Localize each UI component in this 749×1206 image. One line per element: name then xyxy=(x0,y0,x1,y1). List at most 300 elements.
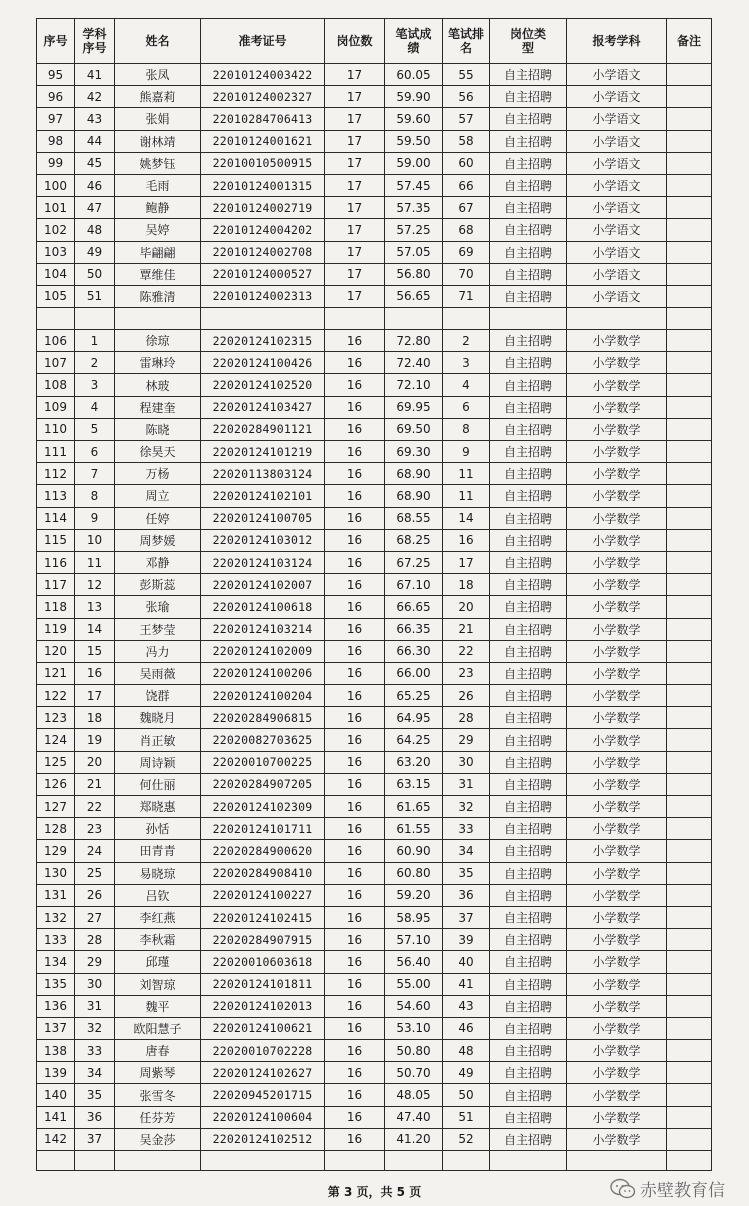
cell-seq: 126 xyxy=(37,773,75,795)
cell-subject: 小学数学 xyxy=(567,485,667,507)
table-row xyxy=(37,241,712,263)
cell-written-rank: 29 xyxy=(443,729,490,751)
table-row xyxy=(37,285,712,307)
cell-seq: 131 xyxy=(37,884,75,906)
cell-remarks xyxy=(667,906,712,928)
cell-exam-id: 22020124102315 xyxy=(201,330,325,352)
cell-exam-id: 22020284906815 xyxy=(201,707,325,729)
cell-subject-seq: 31 xyxy=(75,995,115,1017)
cell-positions xyxy=(325,308,385,330)
cell-subject: 小学数学 xyxy=(567,662,667,684)
table-row xyxy=(37,862,712,884)
table-row xyxy=(37,197,712,219)
cell-position-type: 自主招聘 xyxy=(490,263,567,285)
table-row xyxy=(37,796,712,818)
cell-exam-id: 22010124004202 xyxy=(201,219,325,241)
cell-exam-id: 22020124100426 xyxy=(201,352,325,374)
cell-subject: 小学数学 xyxy=(567,884,667,906)
cell-position-type xyxy=(490,1151,567,1171)
cell-written-score: 59.60 xyxy=(385,108,443,130)
cell-written-rank: 40 xyxy=(443,951,490,973)
cell-subject-seq: 5 xyxy=(75,418,115,440)
cell-position-type: 自主招聘 xyxy=(490,1017,567,1039)
table-row xyxy=(37,1106,712,1128)
cell-positions: 17 xyxy=(325,174,385,196)
cell-seq: 106 xyxy=(37,330,75,352)
cell-written-rank: 17 xyxy=(443,551,490,573)
table-row xyxy=(37,1062,712,1084)
cell-position-type: 自主招聘 xyxy=(490,1040,567,1062)
cell-written-rank: 67 xyxy=(443,197,490,219)
cell-exam-id: 22020124102309 xyxy=(201,796,325,818)
cell-remarks xyxy=(667,729,712,751)
cell-remarks xyxy=(667,1084,712,1106)
cell-subject-seq: 7 xyxy=(75,463,115,485)
cell-subject-seq: 28 xyxy=(75,929,115,951)
cell-subject: 小学数学 xyxy=(567,418,667,440)
table-row xyxy=(37,263,712,285)
cell-subject-seq: 41 xyxy=(75,64,115,86)
table-row xyxy=(37,330,712,352)
cell-written-rank: 3 xyxy=(443,352,490,374)
cell-written-rank: 41 xyxy=(443,973,490,995)
cell-exam-id: 22020124102009 xyxy=(201,640,325,662)
cell-position-type: 自主招聘 xyxy=(490,596,567,618)
cell-exam-id: 22020284901121 xyxy=(201,418,325,440)
cell-exam-id: 22020945201715 xyxy=(201,1084,325,1106)
cell-written-rank: 50 xyxy=(443,1084,490,1106)
cell-written-score: 59.00 xyxy=(385,152,443,174)
cell-positions: 17 xyxy=(325,108,385,130)
cell-remarks xyxy=(667,441,712,463)
table-row xyxy=(37,840,712,862)
cell-exam-id: 22010124002708 xyxy=(201,241,325,263)
cell-written-score: 55.00 xyxy=(385,973,443,995)
cell-position-type: 自主招聘 xyxy=(490,152,567,174)
cell-exam-id: 22010010500915 xyxy=(201,152,325,174)
cell-positions: 16 xyxy=(325,951,385,973)
cell-name: 周紫琴 xyxy=(115,1062,201,1084)
cell-positions: 16 xyxy=(325,995,385,1017)
cell-positions: 16 xyxy=(325,374,385,396)
cell-seq: 119 xyxy=(37,618,75,640)
cell-exam-id: 22020124100227 xyxy=(201,884,325,906)
cell-name: 姚梦钰 xyxy=(115,152,201,174)
cell-position-type: 自主招聘 xyxy=(490,130,567,152)
cell-position-type: 自主招聘 xyxy=(490,840,567,862)
cell-seq: 121 xyxy=(37,662,75,684)
cell-positions: 16 xyxy=(325,529,385,551)
table-row xyxy=(37,596,712,618)
cell-exam-id xyxy=(201,308,325,330)
cell-subject-seq: 14 xyxy=(75,618,115,640)
cell-remarks xyxy=(667,396,712,418)
cell-name: 饶群 xyxy=(115,685,201,707)
cell-subject: 小学数学 xyxy=(567,640,667,662)
cell-name: 孙恬 xyxy=(115,818,201,840)
header-positions: 岗位数 xyxy=(325,19,385,64)
cell-subject: 小学语文 xyxy=(567,152,667,174)
cell-written-rank: 18 xyxy=(443,574,490,596)
cell-subject-seq: 50 xyxy=(75,263,115,285)
cell-positions: 17 xyxy=(325,130,385,152)
cell-name: 郑晓惠 xyxy=(115,796,201,818)
cell-written-rank: 28 xyxy=(443,707,490,729)
cell-seq: 134 xyxy=(37,951,75,973)
cell-position-type: 自主招聘 xyxy=(490,574,567,596)
cell-remarks xyxy=(667,796,712,818)
cell-written-rank: 22 xyxy=(443,640,490,662)
cell-positions: 16 xyxy=(325,862,385,884)
cell-position-type: 自主招聘 xyxy=(490,929,567,951)
cell-subject: 小学语文 xyxy=(567,130,667,152)
cell-written-score: 64.95 xyxy=(385,707,443,729)
cell-exam-id: 22010124002327 xyxy=(201,86,325,108)
cell-remarks xyxy=(667,551,712,573)
cell-subject: 小学数学 xyxy=(567,973,667,995)
cell-seq: 109 xyxy=(37,396,75,418)
cell-positions: 17 xyxy=(325,86,385,108)
cell-position-type xyxy=(490,308,567,330)
cell-seq: 120 xyxy=(37,640,75,662)
cell-written-score: 59.50 xyxy=(385,130,443,152)
cell-name: 吴雨薇 xyxy=(115,662,201,684)
cell-positions: 16 xyxy=(325,1084,385,1106)
cell-exam-id: 22020124100604 xyxy=(201,1106,325,1128)
header-subject-seq: 学科序号 xyxy=(75,19,115,64)
table-row xyxy=(37,818,712,840)
cell-positions: 16 xyxy=(325,796,385,818)
cell-subject: 小学数学 xyxy=(567,507,667,529)
score-table xyxy=(36,18,712,1171)
cell-positions: 16 xyxy=(325,1040,385,1062)
cell-subject: 小学数学 xyxy=(567,906,667,928)
cell-name: 吴金莎 xyxy=(115,1128,201,1150)
cell-written-rank: 71 xyxy=(443,285,490,307)
cell-seq: 138 xyxy=(37,1040,75,1062)
cell-name: 王梦莹 xyxy=(115,618,201,640)
cell-subject-seq: 11 xyxy=(75,551,115,573)
cell-exam-id: 22020124101811 xyxy=(201,973,325,995)
cell-position-type: 自主招聘 xyxy=(490,551,567,573)
cell-subject: 小学语文 xyxy=(567,174,667,196)
cell-position-type: 自主招聘 xyxy=(490,418,567,440)
header-seq: 序号 xyxy=(37,19,75,64)
cell-written-score: 69.95 xyxy=(385,396,443,418)
cell-seq: 140 xyxy=(37,1084,75,1106)
cell-subject-seq: 3 xyxy=(75,374,115,396)
cell-positions: 16 xyxy=(325,729,385,751)
cell-seq: 96 xyxy=(37,86,75,108)
cell-subject: 小学数学 xyxy=(567,685,667,707)
cell-exam-id: 22020124100621 xyxy=(201,1017,325,1039)
cell-name: 李秋霜 xyxy=(115,929,201,951)
cell-seq: 107 xyxy=(37,352,75,374)
table-row xyxy=(37,1084,712,1106)
cell-positions: 16 xyxy=(325,551,385,573)
cell-remarks xyxy=(667,86,712,108)
cell-written-rank: 39 xyxy=(443,929,490,951)
cell-exam-id: 22020010603618 xyxy=(201,951,325,973)
header-written-rank: 笔试排名 xyxy=(443,19,490,64)
cell-written-score: 72.80 xyxy=(385,330,443,352)
cell-seq: 137 xyxy=(37,1017,75,1039)
cell-written-rank: 16 xyxy=(443,529,490,551)
cell-subject: 小学数学 xyxy=(567,840,667,862)
cell-exam-id: 22010284706413 xyxy=(201,108,325,130)
cell-name: 张凤 xyxy=(115,64,201,86)
cell-exam-id: 22020124102627 xyxy=(201,1062,325,1084)
cell-exam-id: 22020124100204 xyxy=(201,685,325,707)
table-row xyxy=(37,396,712,418)
cell-subject-seq: 23 xyxy=(75,818,115,840)
cell-subject-seq: 44 xyxy=(75,130,115,152)
cell-positions: 16 xyxy=(325,1017,385,1039)
cell-position-type: 自主招聘 xyxy=(490,818,567,840)
cell-name: 冯力 xyxy=(115,640,201,662)
cell-written-rank: 60 xyxy=(443,152,490,174)
cell-positions: 16 xyxy=(325,906,385,928)
cell-subject: 小学语文 xyxy=(567,108,667,130)
cell-subject-seq: 6 xyxy=(75,441,115,463)
cell-written-score: 72.10 xyxy=(385,374,443,396)
cell-remarks xyxy=(667,951,712,973)
cell-subject: 小学语文 xyxy=(567,263,667,285)
cell-subject-seq: 36 xyxy=(75,1106,115,1128)
cell-position-type: 自主招聘 xyxy=(490,884,567,906)
table-row xyxy=(37,929,712,951)
cell-exam-id: 22020284900620 xyxy=(201,840,325,862)
cell-seq: 122 xyxy=(37,685,75,707)
cell-positions: 16 xyxy=(325,441,385,463)
cell-seq: 112 xyxy=(37,463,75,485)
cell-written-score: 53.10 xyxy=(385,1017,443,1039)
cell-seq: 124 xyxy=(37,729,75,751)
cell-written-score: 57.35 xyxy=(385,197,443,219)
cell-written-rank: 52 xyxy=(443,1128,490,1150)
cell-name: 唐春 xyxy=(115,1040,201,1062)
table-row xyxy=(37,884,712,906)
cell-exam-id: 22020124102512 xyxy=(201,1128,325,1150)
cell-positions: 16 xyxy=(325,884,385,906)
cell-positions: 16 xyxy=(325,463,385,485)
cell-subject-seq: 37 xyxy=(75,1128,115,1150)
table-row xyxy=(37,662,712,684)
cell-written-score: 48.05 xyxy=(385,1084,443,1106)
cell-written-score: 68.25 xyxy=(385,529,443,551)
cell-written-rank: 43 xyxy=(443,995,490,1017)
cell-name: 周梦媛 xyxy=(115,529,201,551)
cell-exam-id: 22020124102013 xyxy=(201,995,325,1017)
cell-positions: 17 xyxy=(325,263,385,285)
cell-name: 程建奎 xyxy=(115,396,201,418)
cell-written-score: 66.35 xyxy=(385,618,443,640)
cell-subject: 小学数学 xyxy=(567,1017,667,1039)
cell-positions: 16 xyxy=(325,640,385,662)
cell-position-type: 自主招聘 xyxy=(490,330,567,352)
cell-exam-id: 22020010702228 xyxy=(201,1040,325,1062)
cell-written-rank: 14 xyxy=(443,507,490,529)
cell-remarks xyxy=(667,64,712,86)
cell-written-rank: 23 xyxy=(443,662,490,684)
cell-written-rank: 30 xyxy=(443,751,490,773)
cell-written-rank: 66 xyxy=(443,174,490,196)
cell-name: 谢林靖 xyxy=(115,130,201,152)
cell-written-rank: 20 xyxy=(443,596,490,618)
table-row xyxy=(37,729,712,751)
cell-exam-id: 22010124001315 xyxy=(201,174,325,196)
cell-name: 周立 xyxy=(115,485,201,507)
cell-position-type: 自主招聘 xyxy=(490,86,567,108)
cell-position-type: 自主招聘 xyxy=(490,862,567,884)
cell-written-score: 60.05 xyxy=(385,64,443,86)
cell-remarks xyxy=(667,485,712,507)
cell-exam-id: 22010124003422 xyxy=(201,64,325,86)
cell-subject-seq: 16 xyxy=(75,662,115,684)
cell-exam-id: 22020124100618 xyxy=(201,596,325,618)
cell-exam-id: 22020124103427 xyxy=(201,396,325,418)
table-row xyxy=(37,352,712,374)
cell-exam-id: 22010124001621 xyxy=(201,130,325,152)
cell-name: 魏晓月 xyxy=(115,707,201,729)
cell-name: 魏平 xyxy=(115,995,201,1017)
cell-subject-seq: 4 xyxy=(75,396,115,418)
table-row xyxy=(37,685,712,707)
cell-name: 张瑜 xyxy=(115,596,201,618)
table-header xyxy=(37,19,712,64)
cell-written-rank: 69 xyxy=(443,241,490,263)
cell-subject-seq: 51 xyxy=(75,285,115,307)
cell-exam-id: 22020124103124 xyxy=(201,551,325,573)
table-row xyxy=(37,374,712,396)
cell-subject-seq: 29 xyxy=(75,951,115,973)
table-row xyxy=(37,308,712,330)
cell-exam-id: 22020124101219 xyxy=(201,441,325,463)
cell-subject-seq: 21 xyxy=(75,773,115,795)
cell-subject-seq: 15 xyxy=(75,640,115,662)
cell-positions: 16 xyxy=(325,507,385,529)
cell-subject-seq: 27 xyxy=(75,906,115,928)
cell-remarks xyxy=(667,352,712,374)
cell-written-score: 60.80 xyxy=(385,862,443,884)
cell-positions: 16 xyxy=(325,707,385,729)
cell-seq: 97 xyxy=(37,108,75,130)
cell-written-rank: 68 xyxy=(443,219,490,241)
table-row xyxy=(37,707,712,729)
cell-written-score: 57.10 xyxy=(385,929,443,951)
table-row xyxy=(37,973,712,995)
table-row xyxy=(37,574,712,596)
cell-seq: 99 xyxy=(37,152,75,174)
cell-position-type: 自主招聘 xyxy=(490,751,567,773)
cell-exam-id: 22020124102007 xyxy=(201,574,325,596)
cell-positions: 16 xyxy=(325,773,385,795)
cell-seq: 135 xyxy=(37,973,75,995)
cell-subject: 小学数学 xyxy=(567,574,667,596)
cell-name: 熊嘉莉 xyxy=(115,86,201,108)
cell-subject-seq: 46 xyxy=(75,174,115,196)
cell-remarks xyxy=(667,219,712,241)
cell-remarks xyxy=(667,862,712,884)
cell-written-rank: 49 xyxy=(443,1062,490,1084)
cell-seq: 142 xyxy=(37,1128,75,1150)
cell-name: 彭斯蕊 xyxy=(115,574,201,596)
table-row xyxy=(37,995,712,1017)
cell-exam-id: 22020124100206 xyxy=(201,662,325,684)
cell-position-type: 自主招聘 xyxy=(490,951,567,973)
cell-written-score: 47.40 xyxy=(385,1106,443,1128)
cell-position-type: 自主招聘 xyxy=(490,174,567,196)
watermark-text: 赤壁教育信 xyxy=(640,1181,725,1201)
cell-name: 田青青 xyxy=(115,840,201,862)
cell-seq: 133 xyxy=(37,929,75,951)
cell-seq: 116 xyxy=(37,551,75,573)
cell-written-score: 63.15 xyxy=(385,773,443,795)
cell-subject: 小学数学 xyxy=(567,1128,667,1150)
cell-written-score: 64.25 xyxy=(385,729,443,751)
cell-subject: 小学数学 xyxy=(567,463,667,485)
cell-subject: 小学语文 xyxy=(567,285,667,307)
cell-name: 陈雅清 xyxy=(115,285,201,307)
cell-name: 邓静 xyxy=(115,551,201,573)
cell-position-type: 自主招聘 xyxy=(490,618,567,640)
cell-exam-id: 22020010700225 xyxy=(201,751,325,773)
table-row xyxy=(37,507,712,529)
cell-position-type: 自主招聘 xyxy=(490,729,567,751)
cell-subject-seq: 26 xyxy=(75,884,115,906)
cell-remarks xyxy=(667,840,712,862)
cell-name xyxy=(115,308,201,330)
cell-seq: 95 xyxy=(37,64,75,86)
cell-subject-seq: 22 xyxy=(75,796,115,818)
cell-subject: 小学数学 xyxy=(567,729,667,751)
table-row xyxy=(37,640,712,662)
cell-written-rank: 34 xyxy=(443,840,490,862)
cell-position-type: 自主招聘 xyxy=(490,441,567,463)
cell-position-type: 自主招聘 xyxy=(490,485,567,507)
cell-position-type: 自主招聘 xyxy=(490,685,567,707)
cell-seq: 123 xyxy=(37,707,75,729)
table-row xyxy=(37,773,712,795)
table-row xyxy=(37,1017,712,1039)
cell-subject: 小学数学 xyxy=(567,529,667,551)
cell-name: 鲍静 xyxy=(115,197,201,219)
cell-seq: 130 xyxy=(37,862,75,884)
table-row xyxy=(37,86,712,108)
cell-subject: 小学数学 xyxy=(567,751,667,773)
cell-subject: 小学数学 xyxy=(567,330,667,352)
cell-remarks xyxy=(667,263,712,285)
cell-written-score: 61.55 xyxy=(385,818,443,840)
cell-subject xyxy=(567,308,667,330)
cell-position-type: 自主招聘 xyxy=(490,640,567,662)
cell-subject: 小学数学 xyxy=(567,1040,667,1062)
cell-seq: 104 xyxy=(37,263,75,285)
cell-positions: 17 xyxy=(325,152,385,174)
cell-subject xyxy=(567,1151,667,1171)
cell-seq: 117 xyxy=(37,574,75,596)
cell-position-type: 自主招聘 xyxy=(490,529,567,551)
cell-written-rank: 26 xyxy=(443,685,490,707)
cell-positions: 17 xyxy=(325,64,385,86)
cell-seq: 98 xyxy=(37,130,75,152)
cell-positions: 16 xyxy=(325,973,385,995)
cell-written-rank: 11 xyxy=(443,463,490,485)
cell-position-type: 自主招聘 xyxy=(490,1084,567,1106)
cell-subject: 小学数学 xyxy=(567,707,667,729)
cell-written-score: 68.90 xyxy=(385,463,443,485)
cell-written-score: 67.10 xyxy=(385,574,443,596)
